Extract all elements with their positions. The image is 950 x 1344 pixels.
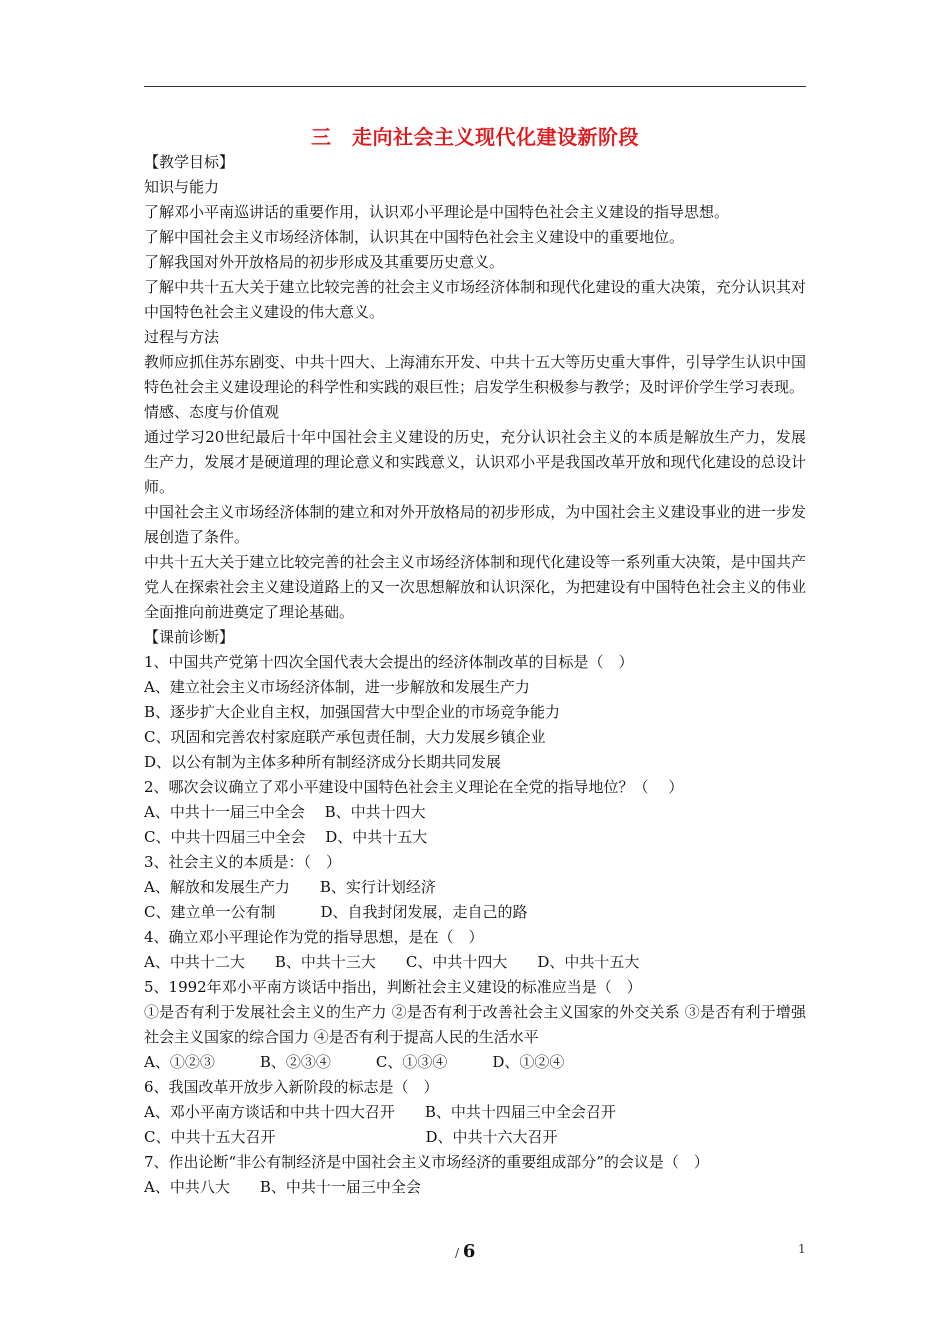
paragraph: 了解我国对外开放格局的初步形成及其重要历史意义。 (144, 253, 505, 271)
paragraph: 通过学习20世纪最后十年中国社会主义建设的历史，充分认识社会主义的本质是解放生产力，发展生产力，发展才是硬道理的理论意义和实践意义，认识邓小平是我国改革开放和现代化建设的总设计师。 (144, 428, 806, 496)
option: B、逐步扩大企业自主权，加强国营大中型企业的市场竞争能力 (144, 703, 561, 721)
subheading-values: 情感、态度与价值观 (144, 403, 280, 421)
option-row: A、中共十一届三中全会 B、中共十四大 (144, 803, 426, 821)
option-row: C、中共十五大召开 D、中共十六大召开 (144, 1128, 558, 1146)
option-row: A、邓小平南方谈话和中共十四大召开 B、中共十四届三中全会召开 (144, 1103, 616, 1121)
option-row: A、①②③ B、②③④ C、①③④ D、①②④ (144, 1053, 565, 1071)
option: D、以公有制为主体多种所有制经济成分长期共同发展 (144, 753, 502, 771)
question-5: 5、1992年邓小平南方谈话中指出，判断社会主义建设的标准应当是（ ） (144, 978, 642, 996)
option: C、巩固和完善农村家庭联产承包责任制，大力发展乡镇企业 (144, 728, 546, 746)
total-pages: 6 (462, 1241, 476, 1262)
section-heading-diagnosis: 【课前诊断】 (144, 628, 235, 646)
page-title: 三 走向社会主义现代化建设新阶段 (311, 125, 639, 149)
document-body (144, 150, 806, 1200)
page-separator: / (455, 1246, 460, 1260)
paragraph: 了解中共十五大关于建立比较完善的社会主义市场经济体制和现代化建设的重大决策，充分认识其对中国特色社会主义建设的伟大意义。 (144, 278, 806, 321)
question-5-statements: ①是否有利于发展社会主义的生产力 ②是否有利于改善社会主义国家的外交关系 ③是否有利于增强社会主义国家的综合国力 ④是否有利于提高人民的生活水平 (144, 1003, 806, 1046)
question-6: 6、我国改革开放步入新阶段的标志是（ ） (144, 1078, 439, 1096)
page-total (455, 1240, 475, 1265)
question-2: 2、哪次会议确立了邓小平建设中国特色社会主义理论在全党的指导地位？（ ） (144, 778, 684, 796)
paragraph: 了解中国社会主义市场经济体制，认识其在中国特色社会主义建设中的重要地位。 (144, 228, 685, 246)
section-heading-objectives: 【教学目标】 (144, 153, 235, 171)
question-7: 7、作出论断“非公有制经济是中国社会主义市场经济的重要组成部分”的会议是（ ） (144, 1153, 709, 1171)
question-4: 4、确立邓小平理论作为党的指导思想，是在（ ） (144, 928, 484, 946)
option-row: C、建立单一公有制 D、自我封闭发展，走自己的路 (144, 903, 528, 921)
question-3: 3、社会主义的本质是：（ ） (144, 853, 342, 871)
option-row: A、中共十二大 B、中共十三大 C、中共十四大 D、中共十五大 (144, 953, 640, 971)
subheading-process: 过程与方法 (144, 328, 220, 346)
subheading-knowledge: 知识与能力 (144, 178, 220, 196)
header-rule (144, 86, 806, 87)
paragraph: 中国社会主义市场经济体制的建立和对外开放格局的初步形成，为中国社会主义建设事业的进一步发展创造了条件。 (144, 503, 806, 546)
option: A、建立社会主义市场经济体制，进一步解放和发展生产力 (144, 678, 530, 696)
page-number: 1 (798, 1242, 806, 1256)
question-1: 1、中国共产党第十四次全国代表大会提出的经济体制改革的目标是（ ） (144, 653, 634, 671)
option-row: A、中共八大 B、中共十一届三中全会 (144, 1178, 421, 1196)
paragraph: 中共十五大关于建立比较完善的社会主义市场经济体制和现代化建设等一系列重大决策，是中国共产党人在探索社会主义建设道路上的又一次思想解放和认识深化，为把建设有中国特色社会主义的伟业全面推向前进奠定了理论基础。 (144, 553, 806, 621)
paragraph: 教师应抓住苏东剧变、中共十四大、上海浦东开发、中共十五大等历史重大事件，引导学生认识中国特色社会主义建设理论的科学性和实践的艰巨性；启发学生积极参与教学；及时评价学生学习表现。 (144, 353, 806, 396)
option-row: C、中共十四届三中全会 D、中共十五大 (144, 828, 428, 846)
option-row: A、解放和发展生产力 B、实行计划经济 (144, 878, 436, 896)
paragraph: 了解邓小平南巡讲话的重要作用，认识邓小平理论是中国特色社会主义建设的指导思想。 (144, 203, 730, 221)
